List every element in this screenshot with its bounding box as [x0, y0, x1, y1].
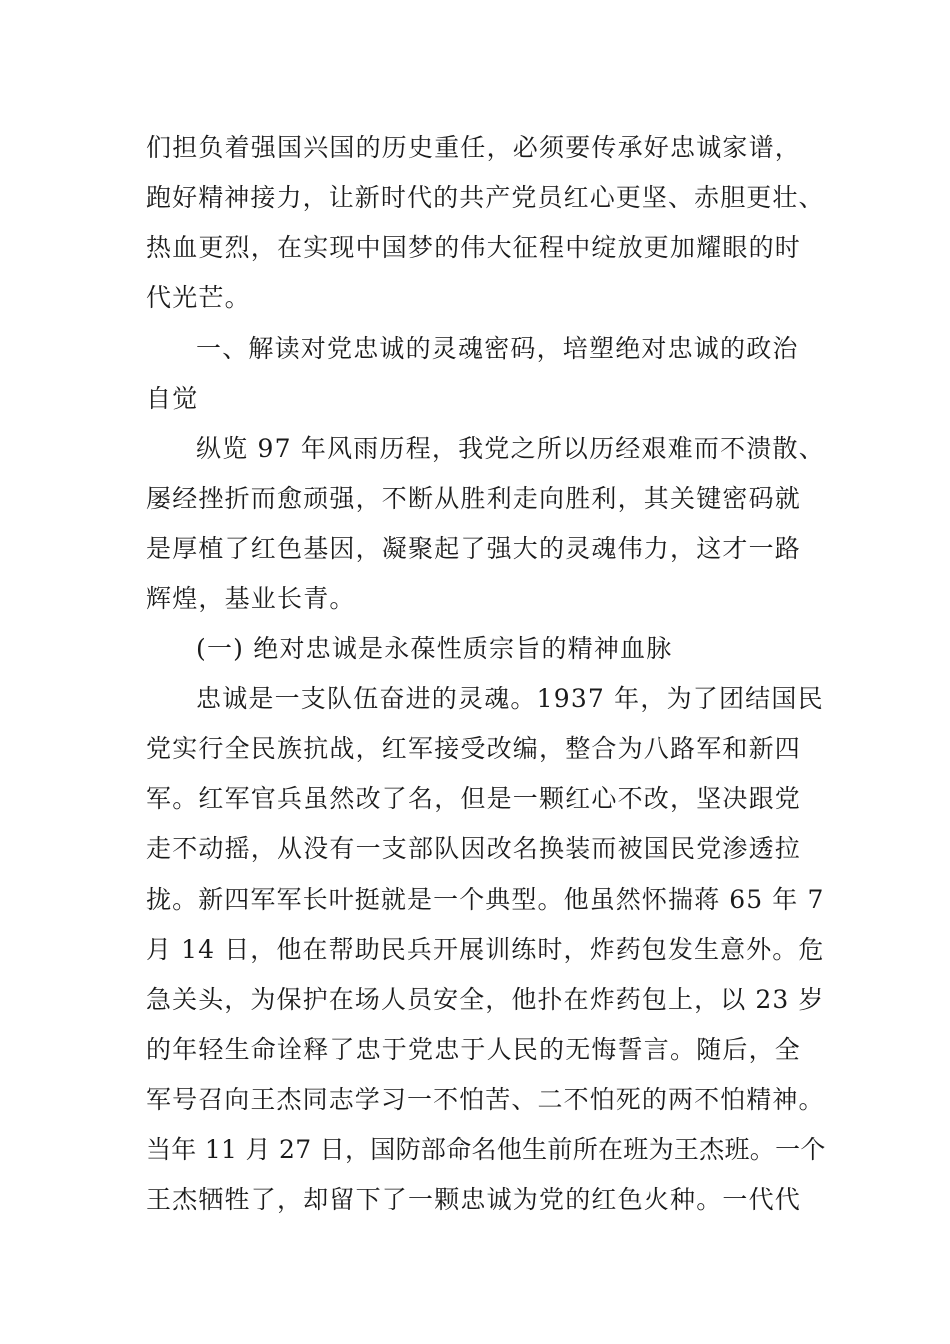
paragraph-line: 忠诚是一支队伍奋进的灵魂。1937 年，为了团结国民	[196, 684, 824, 713]
paragraph-line: 走不动摇，从没有一支部队因改名换装而被国民党渗透拉	[146, 834, 802, 863]
paragraph-line: 军号召向王杰同志学习一不怕苦、二不怕死的两不怕精神。	[146, 1085, 825, 1114]
paragraph-line: 急关头，为保护在场人员安全，他扑在炸药包上，以 23 岁	[146, 985, 825, 1014]
paragraph-line: 王杰牺牲了，却留下了一颗忠诚为党的红色火种。一代代	[146, 1185, 802, 1214]
paragraph-line: 屡经挫折而愈顽强，不断从胜利走向胜利，其关键密码就	[146, 484, 802, 513]
paragraph-line: 纵览 97 年风雨历程，我党之所以历经艰难而不溃散、	[196, 434, 825, 463]
paragraph-line: 代光芒。	[146, 283, 251, 312]
paragraph-line: 当年 11 月 27 日，国防部命名他生前所在班为王杰班。一个	[146, 1135, 826, 1164]
paragraph-line: 辉煌，基业长青。	[146, 584, 356, 613]
paragraph-line: 拢。新四军军长叶挺就是一个典型。他虽然怀揣蒋 65 年 7	[146, 885, 825, 914]
paragraph-line: 热血更烈，在实现中国梦的伟大征程中绽放更加耀眼的时	[146, 233, 802, 262]
paragraph-line: 军。红军官兵虽然改了名，但是一颗红心不改，坚决跟党	[146, 784, 802, 813]
paragraph-line: 月 14 日，他在帮助民兵开展训练时，炸药包发生意外。危	[146, 935, 825, 964]
section-heading-line: 自觉	[146, 384, 199, 413]
paragraph-line: 是厚植了红色基因，凝聚起了强大的灵魂伟力，这才一路	[146, 534, 802, 563]
subsection-heading-line: (一) 绝对忠诚是永葆性质宗旨的精神血脉	[196, 634, 673, 663]
paragraph-line: 们担负着强国兴国的历史重任，必须要传承好忠诚家谱，	[146, 133, 802, 162]
paragraph-line: 跑好精神接力，让新时代的共产党员红心更坚、赤胆更壮、	[146, 183, 825, 212]
section-heading-line: 一、解读对党忠诚的灵魂密码，培塑绝对忠诚的政治	[196, 334, 799, 363]
paragraph-line: 的年轻生命诠释了忠于党忠于人民的无悔誓言。随后，全	[146, 1035, 802, 1064]
paragraph-line: 党实行全民族抗战，红军接受改编，整合为八路军和新四	[146, 734, 802, 763]
